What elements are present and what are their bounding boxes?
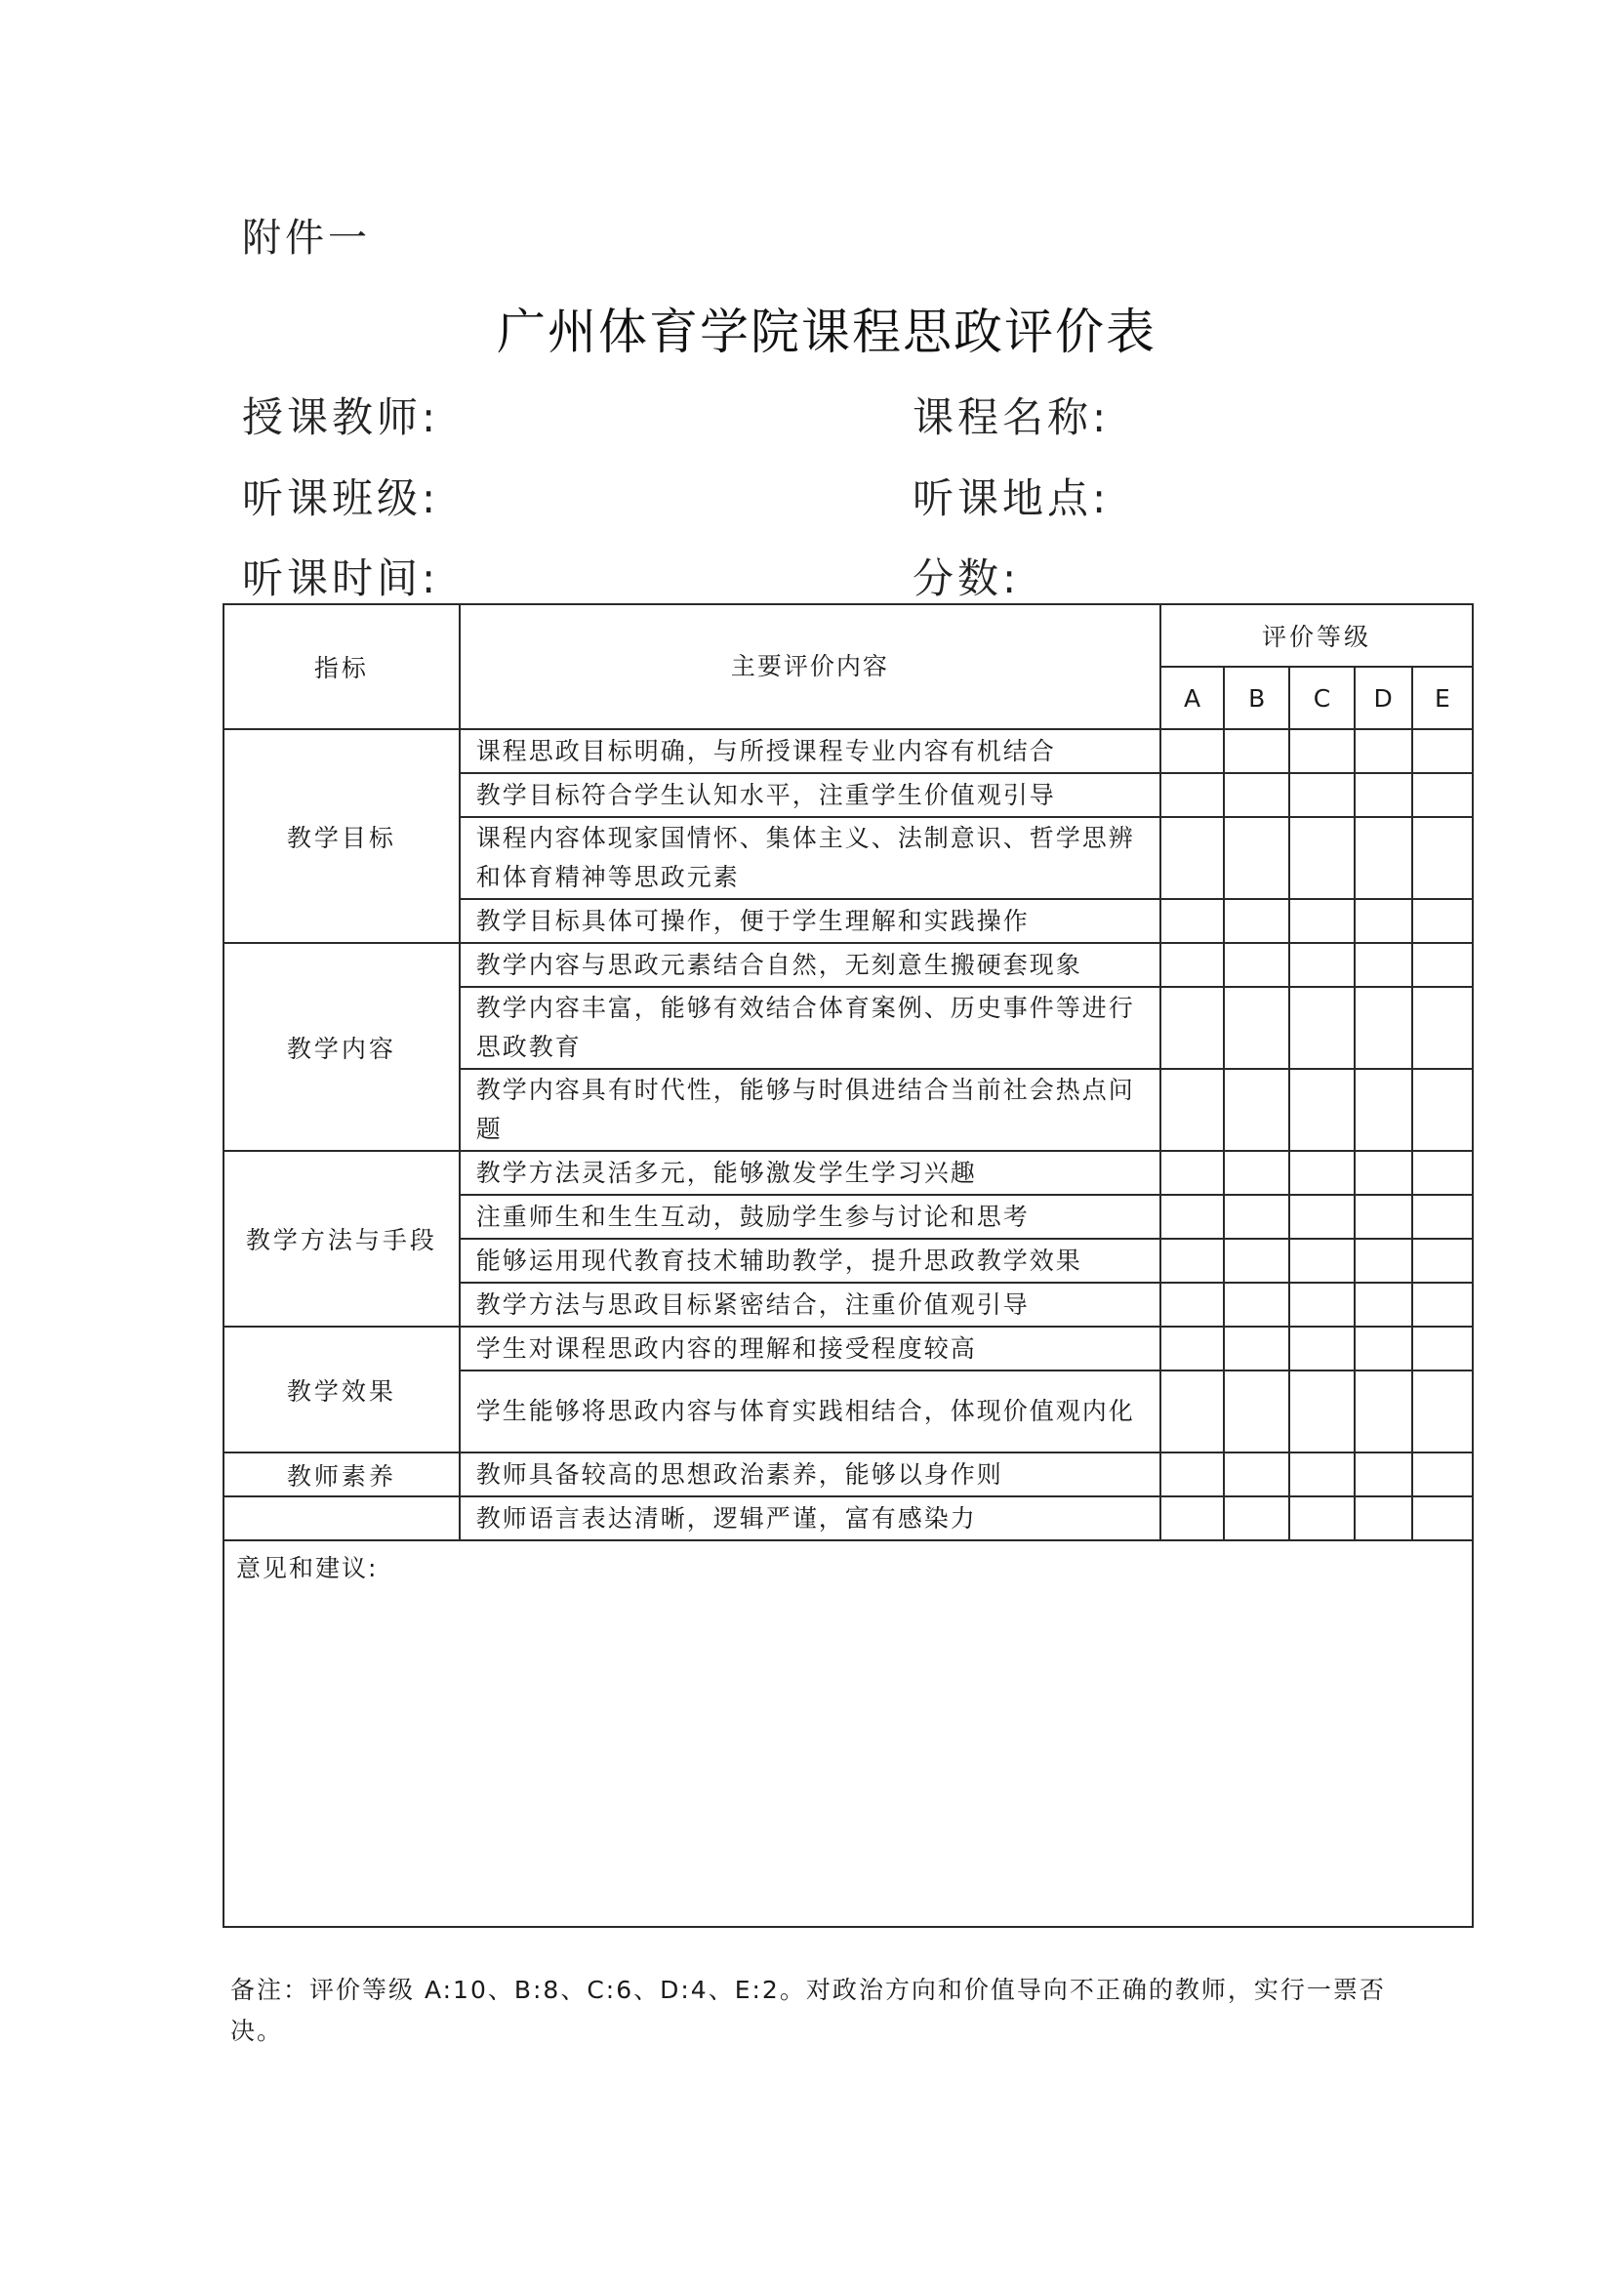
indicator-cell: 教学目标 [223, 729, 460, 943]
criterion-cell: 教学内容具有时代性，能够与时俱进结合当前社会热点问题 [460, 1069, 1160, 1151]
grade-c-cell[interactable] [1289, 1452, 1354, 1496]
criterion-cell: 课程内容体现家国情怀、集体主义、法制意识、哲学思辨和体育精神等思政元素 [460, 817, 1160, 899]
criterion-cell: 教师语言表达清晰，逻辑严谨，富有感染力 [460, 1496, 1160, 1540]
grade-d-cell[interactable] [1355, 1283, 1412, 1327]
grade-d-cell[interactable] [1355, 987, 1412, 1069]
grade-e-cell[interactable] [1412, 1069, 1473, 1151]
indicator-cell: 教学内容 [223, 943, 460, 1151]
grade-c-cell[interactable] [1289, 1195, 1354, 1239]
criterion-cell: 教学方法灵活多元，能够激发学生学习兴趣 [460, 1151, 1160, 1195]
criterion-cell: 注重师生和生生互动，鼓励学生参与讨论和思考 [460, 1195, 1160, 1239]
teacher-field: 授课教师: [242, 393, 440, 441]
grade-d-cell[interactable] [1355, 1371, 1412, 1452]
grade-b-cell[interactable] [1224, 1151, 1289, 1195]
grade-b-cell[interactable] [1224, 1496, 1289, 1540]
grade-b-cell[interactable] [1224, 1371, 1289, 1452]
criterion-cell: 学生对课程思政内容的理解和接受程度较高 [460, 1327, 1160, 1371]
grade-e-cell[interactable] [1412, 773, 1473, 817]
grade-b-cell[interactable] [1224, 1283, 1289, 1327]
criterion-cell: 课程思政目标明确，与所授课程专业内容有机结合 [460, 729, 1160, 773]
grade-c-cell[interactable] [1289, 899, 1354, 943]
page-title: 广州体育学院课程思政评价表 [497, 304, 1157, 360]
grade-d-cell[interactable] [1355, 899, 1412, 943]
grade-e-cell[interactable] [1412, 943, 1473, 987]
course-name-field: 课程名称: [913, 393, 1111, 441]
grade-e-header: E [1412, 667, 1473, 729]
grade-c-cell[interactable] [1289, 1371, 1354, 1452]
footer-note: 备注：评价等级 A:10、B:8、C:6、D:4、E:2。对政治方向和价值导向不正确的教师，实行一票否决。 [230, 1976, 1386, 2045]
annex-label: 附件一 [242, 216, 371, 261]
grade-a-cell[interactable] [1160, 1151, 1224, 1195]
grade-b-cell[interactable] [1224, 817, 1289, 899]
grade-c-cell[interactable] [1289, 1283, 1354, 1327]
grade-b-cell[interactable] [1224, 773, 1289, 817]
grade-a-header: A [1160, 667, 1224, 729]
indicator-cell [223, 1496, 460, 1540]
grade-e-cell[interactable] [1412, 1283, 1473, 1327]
grade-c-cell[interactable] [1289, 1327, 1354, 1371]
grade-c-cell[interactable] [1289, 817, 1354, 899]
grade-d-cell[interactable] [1355, 1069, 1412, 1151]
criterion-cell: 教学内容丰富，能够有效结合体育案例、历史事件等进行思政教育 [460, 987, 1160, 1069]
grade-a-cell[interactable] [1160, 1452, 1224, 1496]
location-field: 听课地点: [913, 474, 1111, 522]
grade-e-cell[interactable] [1412, 987, 1473, 1069]
grade-e-cell[interactable] [1412, 1327, 1473, 1371]
grade-b-cell[interactable] [1224, 1069, 1289, 1151]
grade-e-cell[interactable] [1412, 1195, 1473, 1239]
grade-c-cell[interactable] [1289, 987, 1354, 1069]
header-content: 主要评价内容 [460, 604, 1160, 729]
grade-e-cell[interactable] [1412, 1371, 1473, 1452]
comments-box[interactable] [223, 1540, 1473, 1927]
grade-c-cell[interactable] [1289, 729, 1354, 773]
table-row [223, 943, 1473, 987]
indicator-cell: 教学效果 [223, 1327, 460, 1452]
grade-d-cell[interactable] [1355, 1195, 1412, 1239]
score-field: 分数: [913, 554, 1021, 602]
grade-c-cell[interactable] [1289, 773, 1354, 817]
grade-a-cell[interactable] [1160, 1069, 1224, 1151]
grade-a-cell[interactable] [1160, 987, 1224, 1069]
grade-d-cell[interactable] [1355, 943, 1412, 987]
indicator-cell: 教学方法与手段 [223, 1151, 460, 1327]
grade-a-cell[interactable] [1160, 1283, 1224, 1327]
grade-a-cell[interactable] [1160, 899, 1224, 943]
header-indicator: 指标 [223, 604, 460, 729]
grade-a-cell[interactable] [1160, 943, 1224, 987]
criterion-cell: 教师具备较高的思想政治素养，能够以身作则 [460, 1452, 1160, 1496]
grade-b-cell[interactable] [1224, 987, 1289, 1069]
grade-a-cell[interactable] [1160, 1327, 1224, 1371]
grade-d-cell[interactable] [1355, 729, 1412, 773]
class-field: 听课班级: [242, 474, 440, 522]
grade-d-cell[interactable] [1355, 773, 1412, 817]
grade-b-cell[interactable] [1224, 1452, 1289, 1496]
grade-d-cell[interactable] [1355, 1327, 1412, 1371]
grade-c-cell[interactable] [1289, 1239, 1354, 1283]
grade-d-header: D [1355, 667, 1412, 729]
grade-e-cell[interactable] [1412, 899, 1473, 943]
grade-c-cell[interactable] [1289, 1069, 1354, 1151]
grade-c-header: C [1289, 667, 1354, 729]
grade-d-cell[interactable] [1355, 1452, 1412, 1496]
table-row [223, 1496, 1473, 1540]
grade-d-cell[interactable] [1355, 1496, 1412, 1540]
table-row [223, 1151, 1473, 1195]
grade-b-cell[interactable] [1224, 943, 1289, 987]
grade-d-cell[interactable] [1355, 817, 1412, 899]
criterion-cell: 能够运用现代教育技术辅助教学，提升思政教学效果 [460, 1239, 1160, 1283]
criterion-cell: 教学目标符合学生认知水平，注重学生价值观引导 [460, 773, 1160, 817]
criterion-cell: 教学内容与思政元素结合自然，无刻意生搬硬套现象 [460, 943, 1160, 987]
grade-b-cell[interactable] [1224, 1195, 1289, 1239]
table-row [223, 729, 1473, 773]
grade-a-cell[interactable] [1160, 729, 1224, 773]
grade-c-cell[interactable] [1289, 1496, 1354, 1540]
grade-e-cell[interactable] [1412, 817, 1473, 899]
grade-b-cell[interactable] [1224, 1327, 1289, 1371]
grade-a-cell[interactable] [1160, 1496, 1224, 1540]
time-field: 听课时间: [242, 554, 440, 602]
table-row [223, 1452, 1473, 1496]
criterion-cell: 教学方法与思政目标紧密结合，注重价值观引导 [460, 1283, 1160, 1327]
grade-e-cell[interactable] [1412, 1239, 1473, 1283]
grade-c-cell[interactable] [1289, 943, 1354, 987]
grade-e-cell[interactable] [1412, 729, 1473, 773]
header-grade: 评价等级 [1160, 604, 1473, 667]
grade-a-cell[interactable] [1160, 773, 1224, 817]
grade-a-cell[interactable] [1160, 817, 1224, 899]
grade-c-cell[interactable] [1289, 1151, 1354, 1195]
grade-b-cell[interactable] [1224, 899, 1289, 943]
grade-d-cell[interactable] [1355, 1151, 1412, 1195]
criterion-cell: 教学目标具体可操作，便于学生理解和实践操作 [460, 899, 1160, 943]
grade-e-cell[interactable] [1412, 1496, 1473, 1540]
grade-a-cell[interactable] [1160, 1371, 1224, 1452]
grade-b-cell[interactable] [1224, 1239, 1289, 1283]
evaluation-table [223, 603, 1474, 1928]
grade-e-cell[interactable] [1412, 1151, 1473, 1195]
table-row [223, 1327, 1473, 1371]
grade-b-cell[interactable] [1224, 729, 1289, 773]
criterion-cell: 学生能够将思政内容与体育实践相结合，体现价值观内化 [460, 1371, 1160, 1452]
grade-a-cell[interactable] [1160, 1195, 1224, 1239]
grade-a-cell[interactable] [1160, 1239, 1224, 1283]
comments-label: 意见和建议: [236, 1554, 379, 1582]
grade-e-cell[interactable] [1412, 1452, 1473, 1496]
indicator-cell: 教师素养 [223, 1452, 460, 1496]
grade-d-cell[interactable] [1355, 1239, 1412, 1283]
grade-b-header: B [1224, 667, 1289, 729]
